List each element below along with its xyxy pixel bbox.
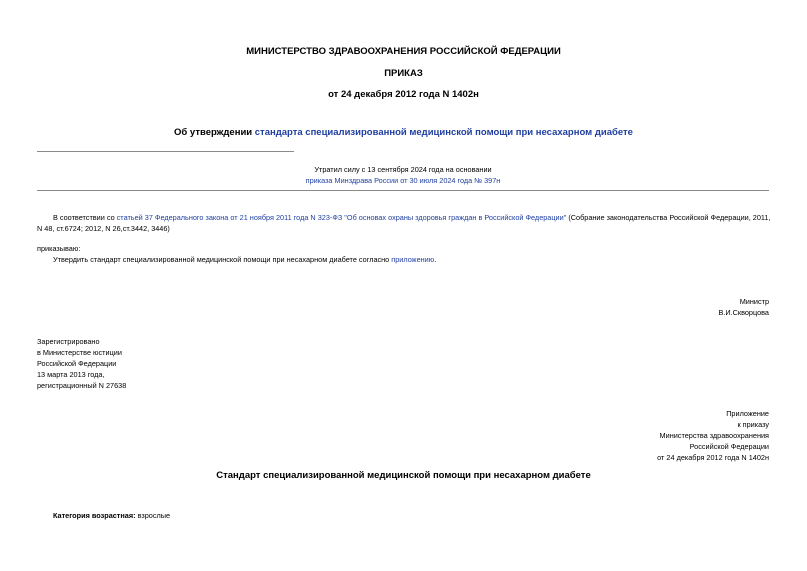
appendix-block [500, 408, 769, 463]
registration-line-3: Российской Федерации [37, 359, 117, 368]
status-line-1: Утратил силу с 13 сентября 2024 года на основании [314, 165, 492, 174]
document-title [0, 127, 807, 138]
appendix-line-1: Приложение [726, 409, 769, 418]
appendix-line-3: Министерства здравоохранения [659, 431, 769, 440]
preamble-text-1: В соответствии со [53, 213, 117, 222]
category-value: взрослые [135, 511, 171, 520]
status-repeal-link[interactable]: приказа Минздрава России от 30 июля 2024 года № 397н [305, 176, 501, 185]
doc-type-heading: ПРИКАЗ [384, 68, 423, 79]
appendix-line-5: от 24 декабря 2012 года N 1402н [657, 453, 769, 462]
order-prikazyvayu: приказываю: [37, 244, 81, 253]
ministry-heading: МИНИСТЕРСТВО ЗДРАВООХРАНЕНИЯ РОССИЙСКОЙ ФЕДЕРАЦИИ [246, 46, 561, 57]
order-item [53, 254, 436, 265]
preamble-line-1 [37, 212, 772, 223]
signature-name: В.И.Скворцова [718, 308, 769, 317]
category-row [53, 510, 170, 521]
preamble-line-2: N 48, ст.6724; 2012, N 26,ст.3442, 3446) [37, 224, 170, 233]
registration-line-5: регистрационный N 27638 [37, 381, 127, 390]
status-rule-bottom [37, 190, 769, 191]
registration-line-1: Зарегистрировано [37, 337, 100, 346]
registration-block [37, 336, 126, 391]
registration-line-2: в Министерстве юстиции [37, 348, 122, 357]
preamble-text-2: (Собрание законодательства Российской Федерации, 2011, [566, 213, 771, 222]
order-appendix-link[interactable]: приложению [391, 255, 435, 264]
status-rule-top [37, 151, 294, 152]
standard-title: Стандарт специализированной медицинской помощи при несахарном диабете [216, 470, 591, 481]
order-item-end: . [434, 255, 437, 264]
title-standard-link[interactable]: стандарта специализированной медицинской помощи при несахарном диабете [254, 127, 633, 138]
category-label: Категория возрастная: [53, 511, 136, 520]
title-prefix: Об утверждении [174, 127, 255, 138]
preamble-law-link[interactable]: статьей 37 Федерального закона от 21 ноября 2011 года N 323-ФЗ "Об основах охраны здоровья граждан в Российской Федерации" [116, 213, 567, 222]
doc-date-heading: от 24 декабря 2012 года N 1402н [328, 89, 479, 100]
appendix-line-4: Российской Федерации [689, 442, 769, 451]
registration-line-4: 13 марта 2013 года, [37, 370, 105, 379]
signature-position: Министр [739, 297, 769, 306]
appendix-line-2: к приказу [737, 420, 769, 429]
order-item-text: Утвердить стандарт специализированной медицинской помощи при несахарном диабете согласно [53, 255, 392, 264]
